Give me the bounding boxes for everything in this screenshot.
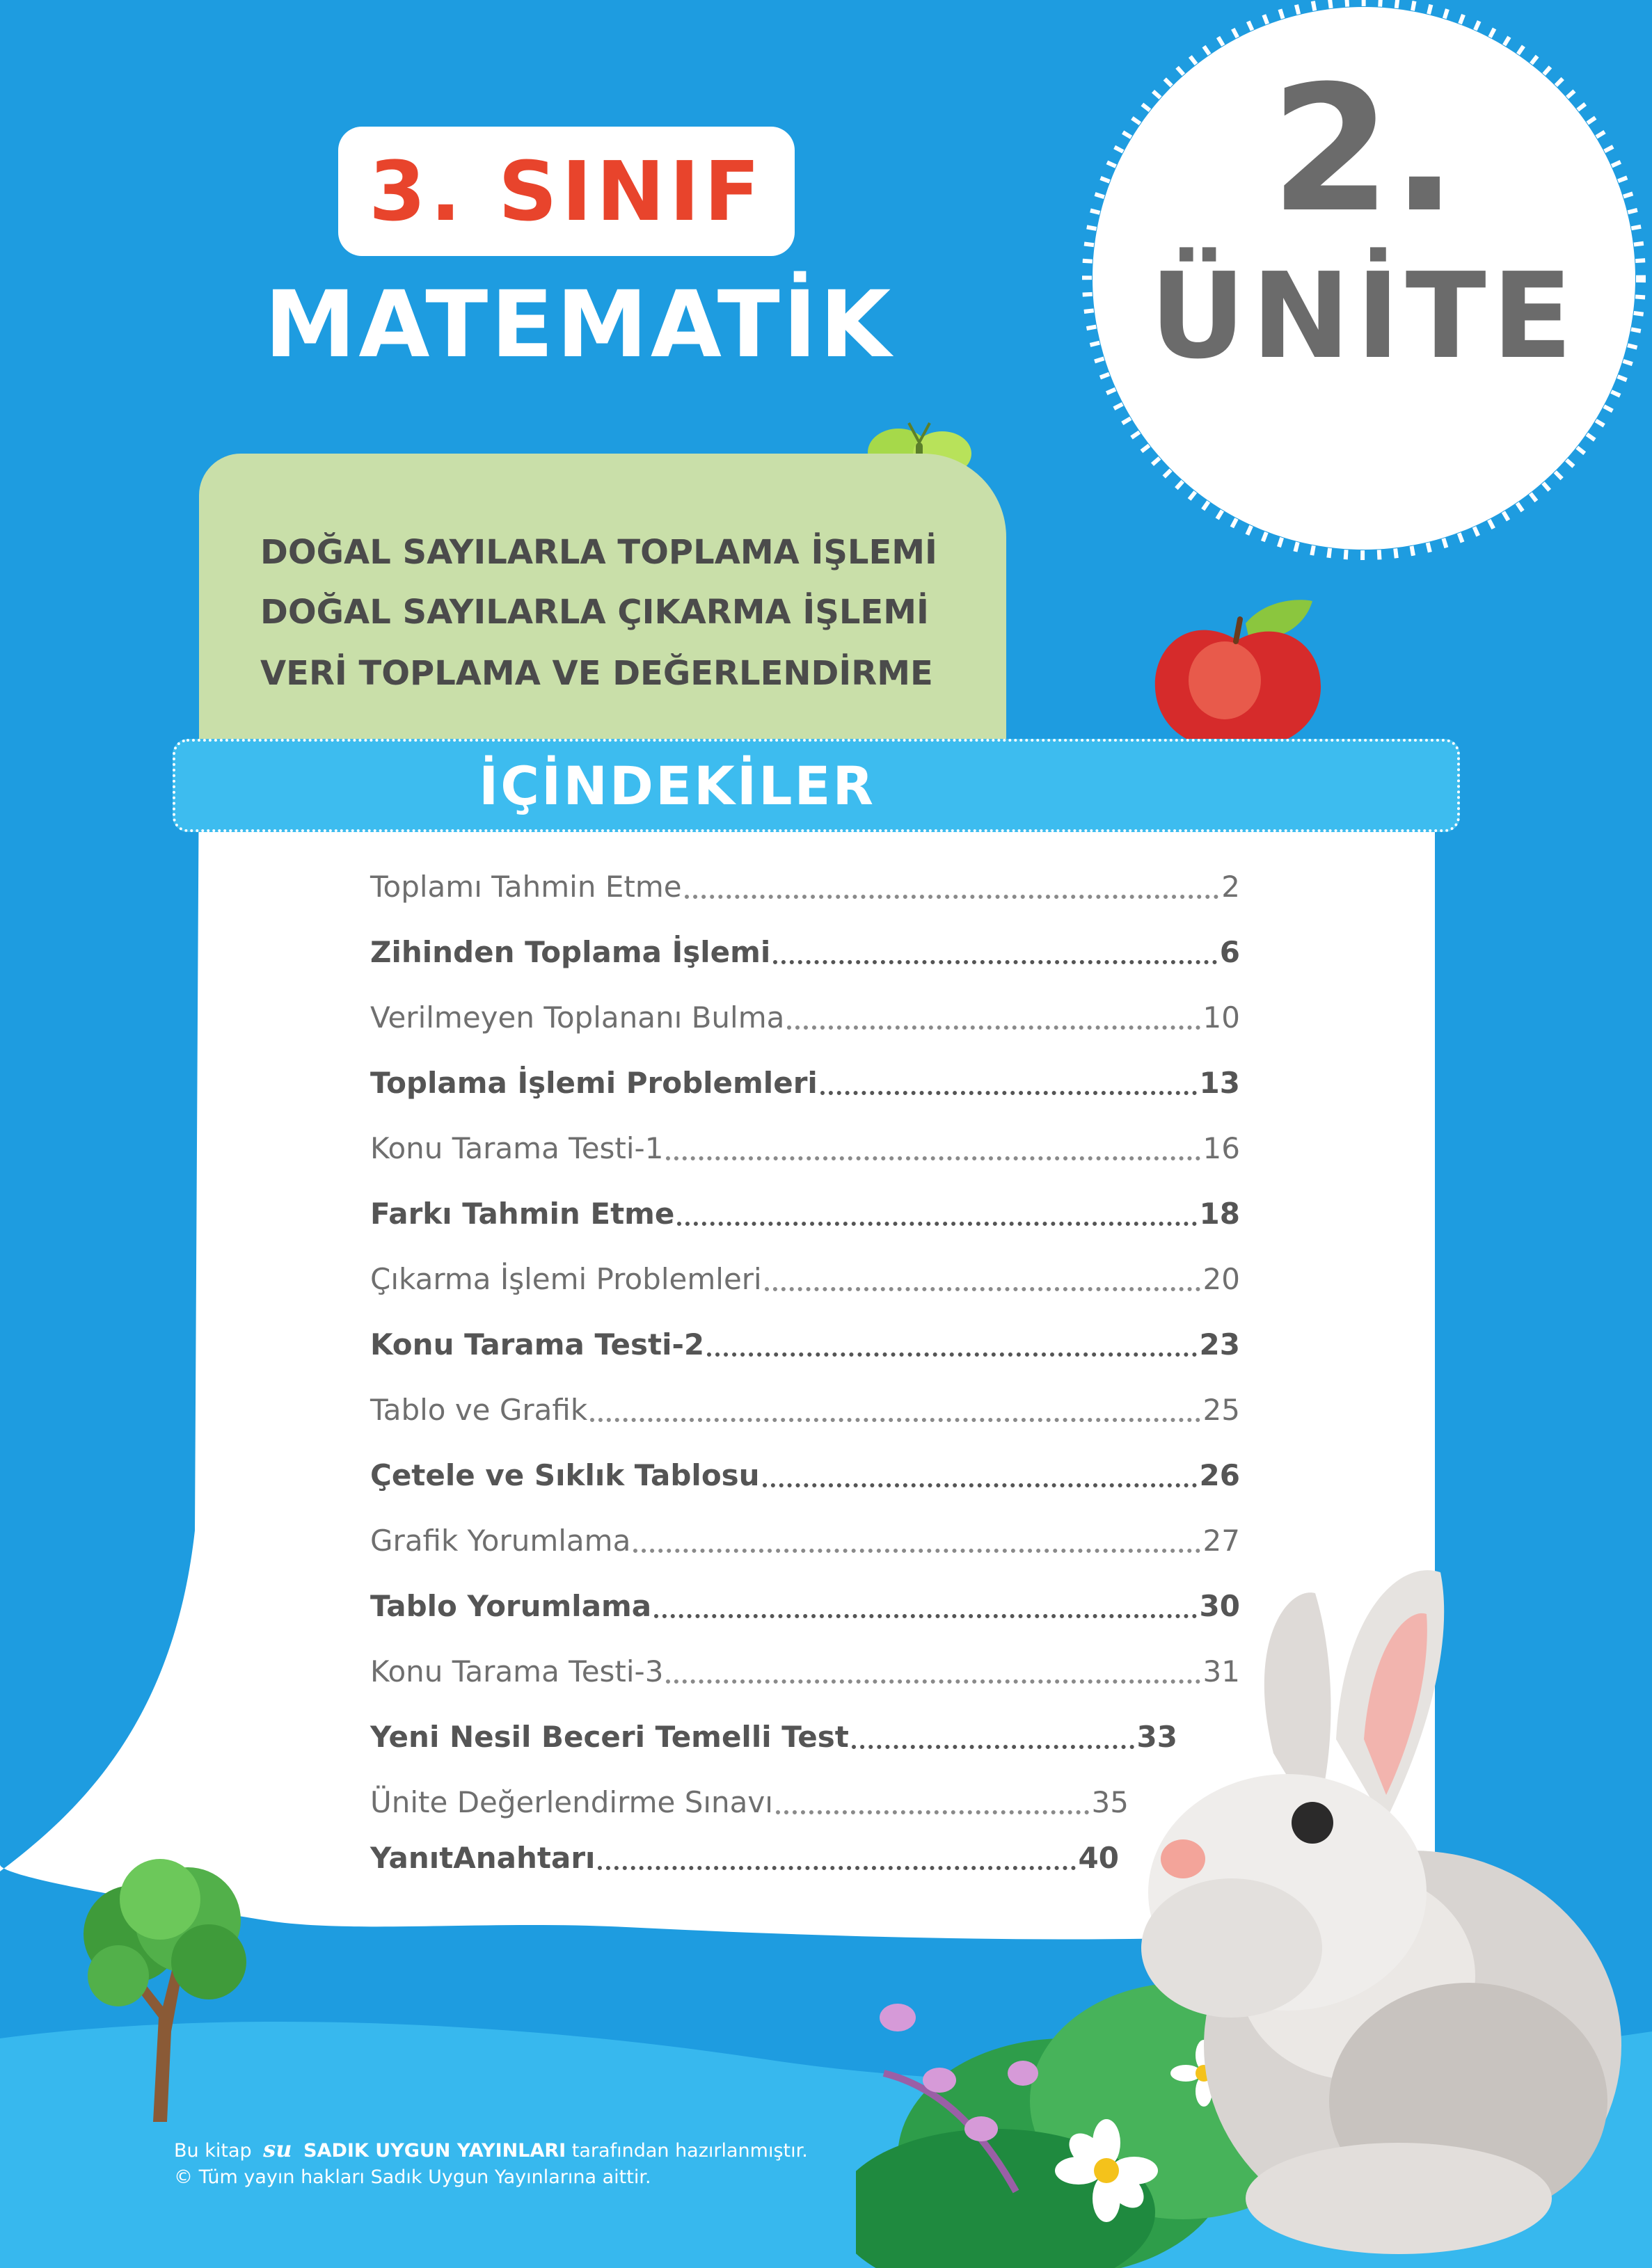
toc-entry[interactable] (370, 1834, 1119, 1883)
toc-entry-label: Konu Tarama Testi-3 (370, 1654, 664, 1688)
toc-entry-label: Farkı Tahmin Etme (370, 1197, 675, 1231)
grade-badge (338, 127, 795, 256)
toc-entry-label: Yeni Nesil Beceri Temelli Test (370, 1720, 849, 1754)
toc-leader (590, 1418, 1200, 1422)
publisher-logo: su (263, 2136, 292, 2162)
toc-entry-page: 20 (1202, 1262, 1240, 1296)
toc-entry-label: Konu Tarama Testi-1 (370, 1131, 664, 1165)
unit-label: ÜNİTE (1150, 248, 1578, 385)
toc-entry-label: Tablo ve Grafik (370, 1393, 588, 1427)
toc-entry[interactable] (370, 1320, 1240, 1369)
topic-item: DOĞAL SAYILARLA ÇIKARMA İŞLEMİ (260, 593, 929, 632)
toc-entry-label: Grafik Yorumlama (370, 1524, 631, 1558)
toc-entry-page: 27 (1202, 1524, 1240, 1558)
toc-entry-page: 2 (1221, 870, 1240, 904)
toc-entry[interactable] (370, 1386, 1240, 1435)
toc-entry-page: 25 (1202, 1393, 1240, 1427)
publisher-name: SADIK UYGUN YAYINLARI (303, 2140, 566, 2162)
toc-entry-page: 31 (1202, 1654, 1240, 1688)
toc-leader (685, 895, 1219, 899)
toc-leader (852, 1745, 1134, 1749)
toc-leader (765, 1287, 1200, 1291)
toc-entry-page: 26 (1199, 1458, 1240, 1492)
toc-entry-label: Çıkarma İşlemi Problemleri (370, 1262, 762, 1296)
toc-entry-label: Çetele ve Sıklık Tablosu (370, 1458, 760, 1492)
toc-entry[interactable] (370, 1124, 1240, 1173)
toc-entry[interactable] (370, 928, 1240, 977)
grade-label: 3. SINIF (368, 143, 765, 239)
toc-entry[interactable] (370, 1647, 1240, 1696)
toc-entry[interactable] (370, 1190, 1240, 1238)
toc-entry[interactable] (370, 1517, 1240, 1565)
topic-item: VERİ TOPLAMA VE DEĞERLENDİRME (260, 654, 933, 693)
toc-entry-label: Zihinden Toplama İşlemi (370, 935, 771, 969)
toc-entry[interactable] (370, 1059, 1240, 1108)
toc-entry[interactable] (370, 863, 1240, 911)
toc-entry[interactable] (370, 1255, 1240, 1304)
toc-entry-label: Verilmeyen Toplananı Bulma (370, 1000, 785, 1035)
toc-leader (820, 1091, 1197, 1095)
toc-leader (633, 1549, 1200, 1553)
toc-leader (773, 960, 1217, 964)
toc-entry-page: 10 (1202, 1000, 1240, 1035)
toc-entry-label: Ünite Değerlendirme Sınavı (370, 1785, 773, 1819)
toc-entry-page: 6 (1219, 935, 1240, 969)
toc-entry-label: Toplama İşlemi Problemleri (370, 1066, 818, 1100)
unit-number: 2. (1270, 48, 1458, 250)
footer-prefix: Bu kitap (174, 2140, 252, 2162)
toc-entry-page: 13 (1199, 1066, 1240, 1100)
toc-entry[interactable] (370, 993, 1240, 1042)
toc-title: İÇİNDEKİLER (479, 754, 875, 817)
toc-leader (776, 1810, 1089, 1814)
toc-leader (654, 1614, 1196, 1618)
toc-leader (787, 1025, 1200, 1030)
footer-publisher-line (174, 2136, 808, 2162)
toc-entry-page: 23 (1199, 1327, 1240, 1361)
toc-entry-page: 40 (1078, 1841, 1119, 1875)
toc-entry-label: Toplamı Tahmin Etme (370, 870, 682, 904)
toc-entry-page: 35 (1091, 1785, 1129, 1819)
toc-entry-label: YanıtAnahtarı (370, 1841, 596, 1875)
toc-entry-label: Konu Tarama Testi-2 (370, 1327, 705, 1361)
toc-entry[interactable] (370, 1778, 1129, 1827)
rabbit-scene (856, 1531, 1652, 2268)
toc-leader (598, 1866, 1075, 1870)
topic-item: DOĞAL SAYILARLA TOPLAMA İŞLEMİ (260, 533, 937, 572)
subject-title: MATEMATİK (264, 271, 894, 378)
tree-icon (70, 1858, 264, 2122)
toc-header-band (173, 739, 1460, 832)
toc-entry[interactable] (370, 1713, 1177, 1762)
toc-entry-page: 33 (1136, 1720, 1177, 1754)
toc-leader (763, 1483, 1197, 1487)
toc-entry-page: 16 (1202, 1131, 1240, 1165)
footer-copyright: © Tüm yayın hakları Sadık Uygun Yayınlarına aittir. (174, 2166, 651, 2188)
toc-leader (677, 1222, 1196, 1226)
toc-leader (707, 1352, 1196, 1357)
toc-leader (666, 1156, 1200, 1160)
toc-entry-page: 30 (1199, 1589, 1240, 1623)
toc-entry-label: Tablo Yorumlama (370, 1589, 652, 1623)
toc-leader (666, 1679, 1200, 1684)
toc-entry[interactable] (370, 1451, 1240, 1500)
footer-suffix: tarafından hazırlanmıştır. (571, 2140, 808, 2162)
toc-entry-page: 18 (1199, 1197, 1240, 1231)
toc-entry[interactable] (370, 1582, 1240, 1631)
apple-icon (1148, 591, 1329, 758)
